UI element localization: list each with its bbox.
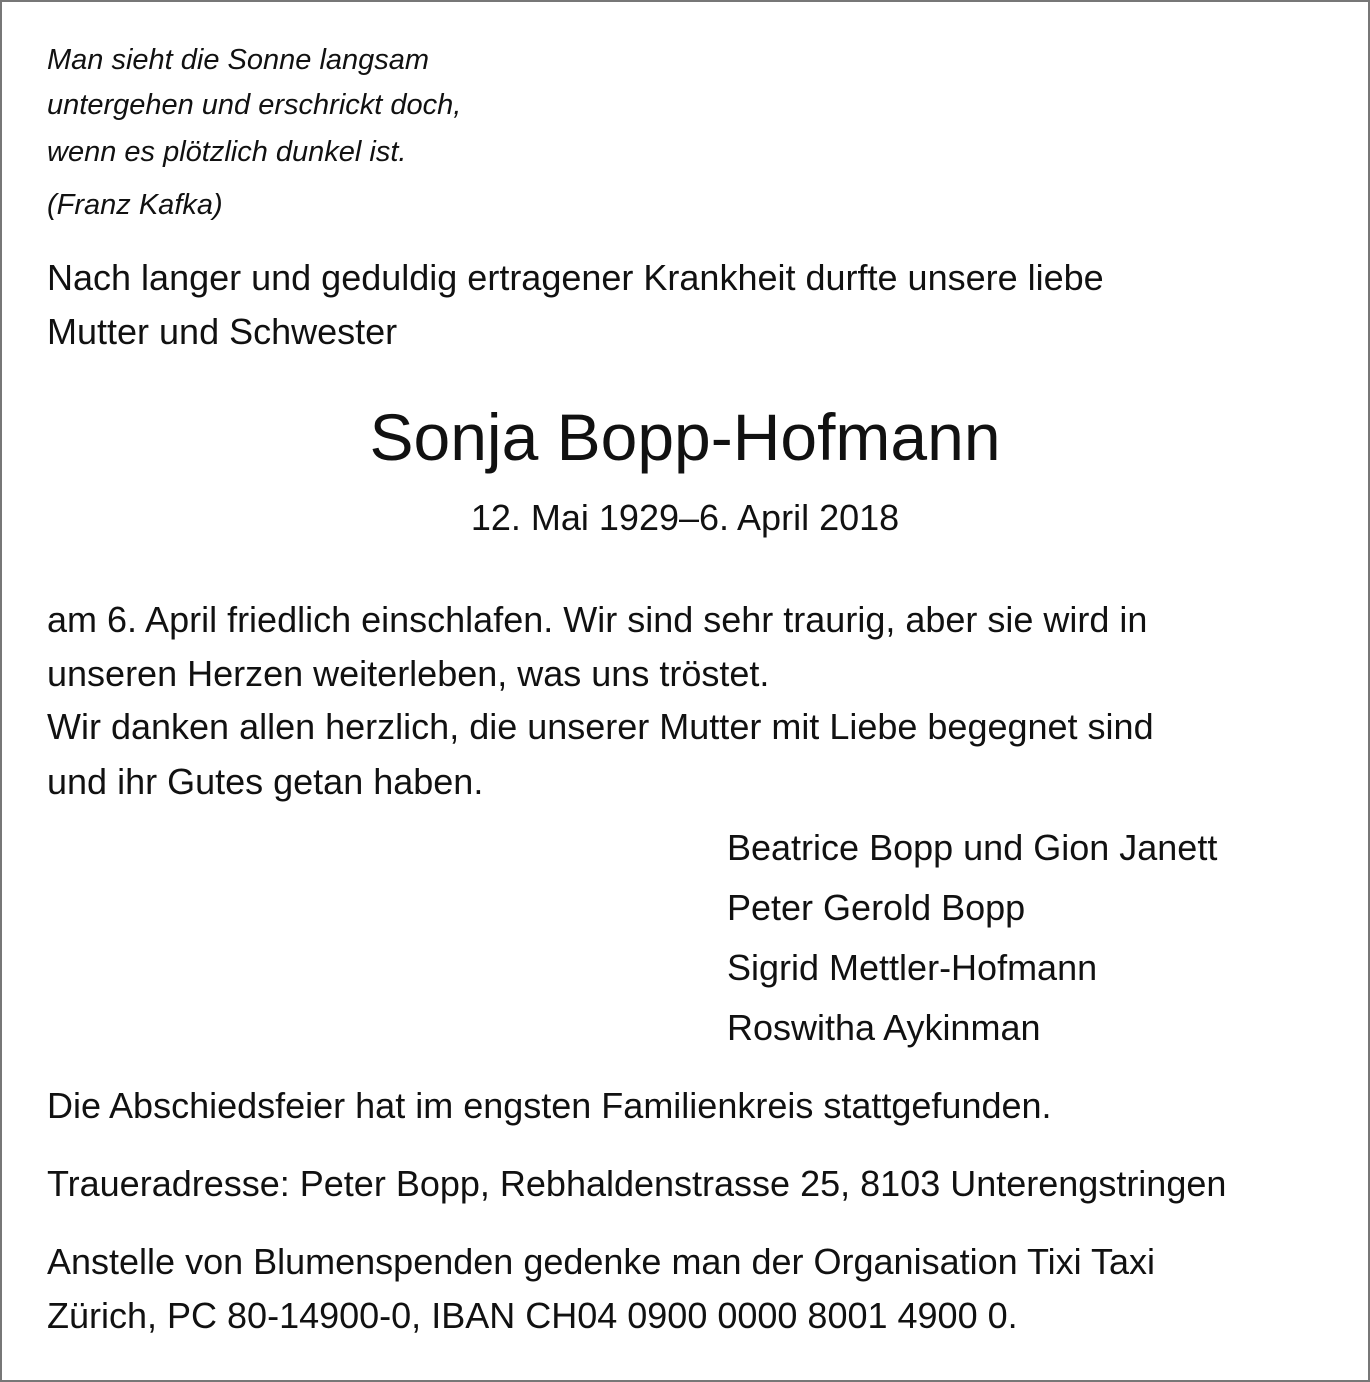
donation-line: Anstelle von Blumenspenden gedenke man der Organisation Tixi Taxi: [47, 1241, 1156, 1282]
message-line: und ihr Gutes getan haben.: [47, 761, 484, 802]
mourner: Beatrice Bopp und Gion Janett: [727, 827, 1218, 868]
message-line: Wir danken allen herzlich, die unserer Mutter mit Liebe begegnet sind: [47, 706, 1154, 747]
mourner: Roswitha Aykinman: [727, 1007, 1041, 1048]
ceremony-note: Die Abschiedsfeier hat im engsten Familienkreis stattgefunden.: [47, 1085, 1052, 1126]
message-line: unseren Herzen weiterleben, was uns tröstet.: [47, 653, 770, 694]
quote-line: wenn es plötzlich dunkel ist.: [47, 136, 407, 168]
quote-author: (Franz Kafka): [47, 189, 223, 221]
quote-line: Man sieht die Sonne langsam: [47, 44, 430, 76]
quote-line: untergehen und erschrickt doch,: [47, 89, 462, 121]
mourning-address: Traueradresse: Peter Bopp, Rebhaldenstrasse 25, 8103 Unterengstringen: [47, 1163, 1227, 1204]
message-line: am 6. April friedlich einschlafen. Wir sind sehr traurig, aber sie wird in: [47, 599, 1148, 640]
deceased-name: Sonja Bopp-Hofmann: [369, 400, 1001, 474]
life-dates: 12. Mai 1929–6. April 2018: [470, 497, 900, 538]
donation-line: Zürich, PC 80-14900-0, IBAN CH04 0900 0000 8001 4900 0.: [47, 1295, 1018, 1336]
mourner: Sigrid Mettler-Hofmann: [727, 947, 1098, 988]
intro-line: Nach langer und geduldig ertragener Krankheit durfte unsere liebe: [47, 257, 1104, 298]
mourner: Peter Gerold Bopp: [727, 887, 1026, 928]
intro-line: Mutter und Schwester: [47, 311, 398, 352]
